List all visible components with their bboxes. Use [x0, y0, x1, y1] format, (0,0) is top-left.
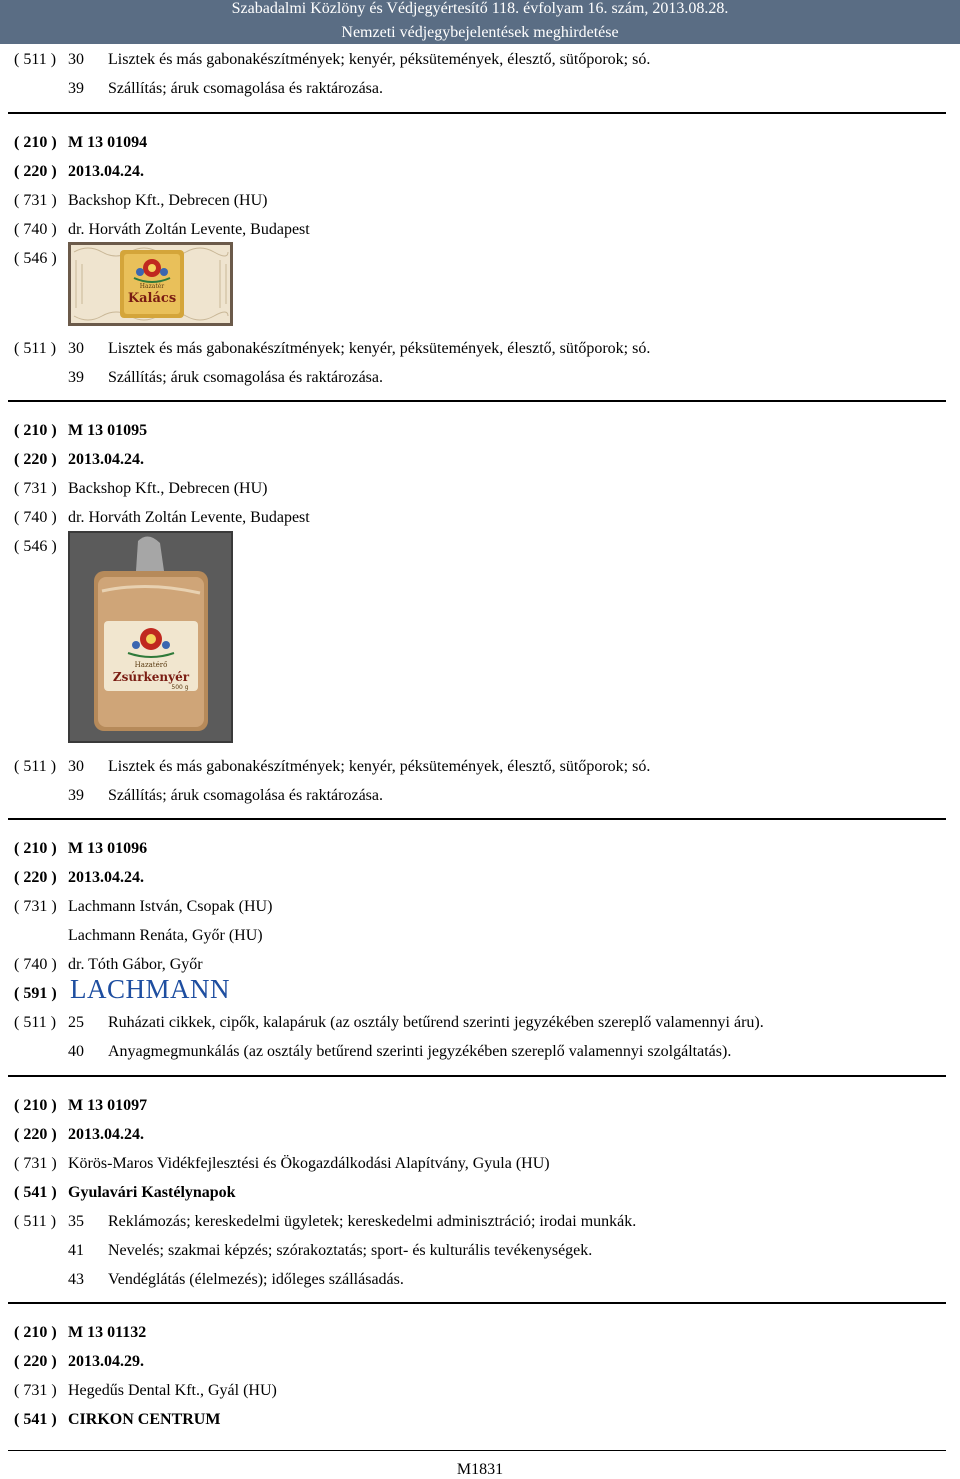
entry-separator — [8, 818, 946, 820]
journal-title: Szabadalmi Közlöny és Védjegyértesítő 118. évfolyam 16. szám, 2013.08.28. — [231, 0, 729, 17]
kalacs-small-text: Hazatér — [139, 283, 165, 290]
zsurkenyer-brand-text: Zsúrkenyér — [112, 670, 190, 684]
page-number: M1831 — [456, 1461, 504, 1478]
entry-separator — [8, 400, 946, 402]
kalacs-mark-image — [68, 242, 233, 326]
page-header — [0, 0, 960, 44]
entry-separator — [8, 1302, 946, 1304]
zsurkenyer-small-text: Hazatérő — [134, 661, 168, 669]
entry-separator — [8, 112, 946, 114]
zsurkenyer-mark-image — [68, 531, 233, 743]
entry-separator — [8, 1075, 946, 1077]
section-title: Nemzeti védjegybejelentések meghirdetése — [341, 24, 619, 41]
lachmann-logo: LACHMANN — [70, 974, 231, 1004]
footer-divider — [8, 1450, 946, 1451]
kalacs-brand-text: Kalács — [127, 291, 177, 306]
zsurkenyer-weight-text: 500 g — [171, 684, 189, 691]
